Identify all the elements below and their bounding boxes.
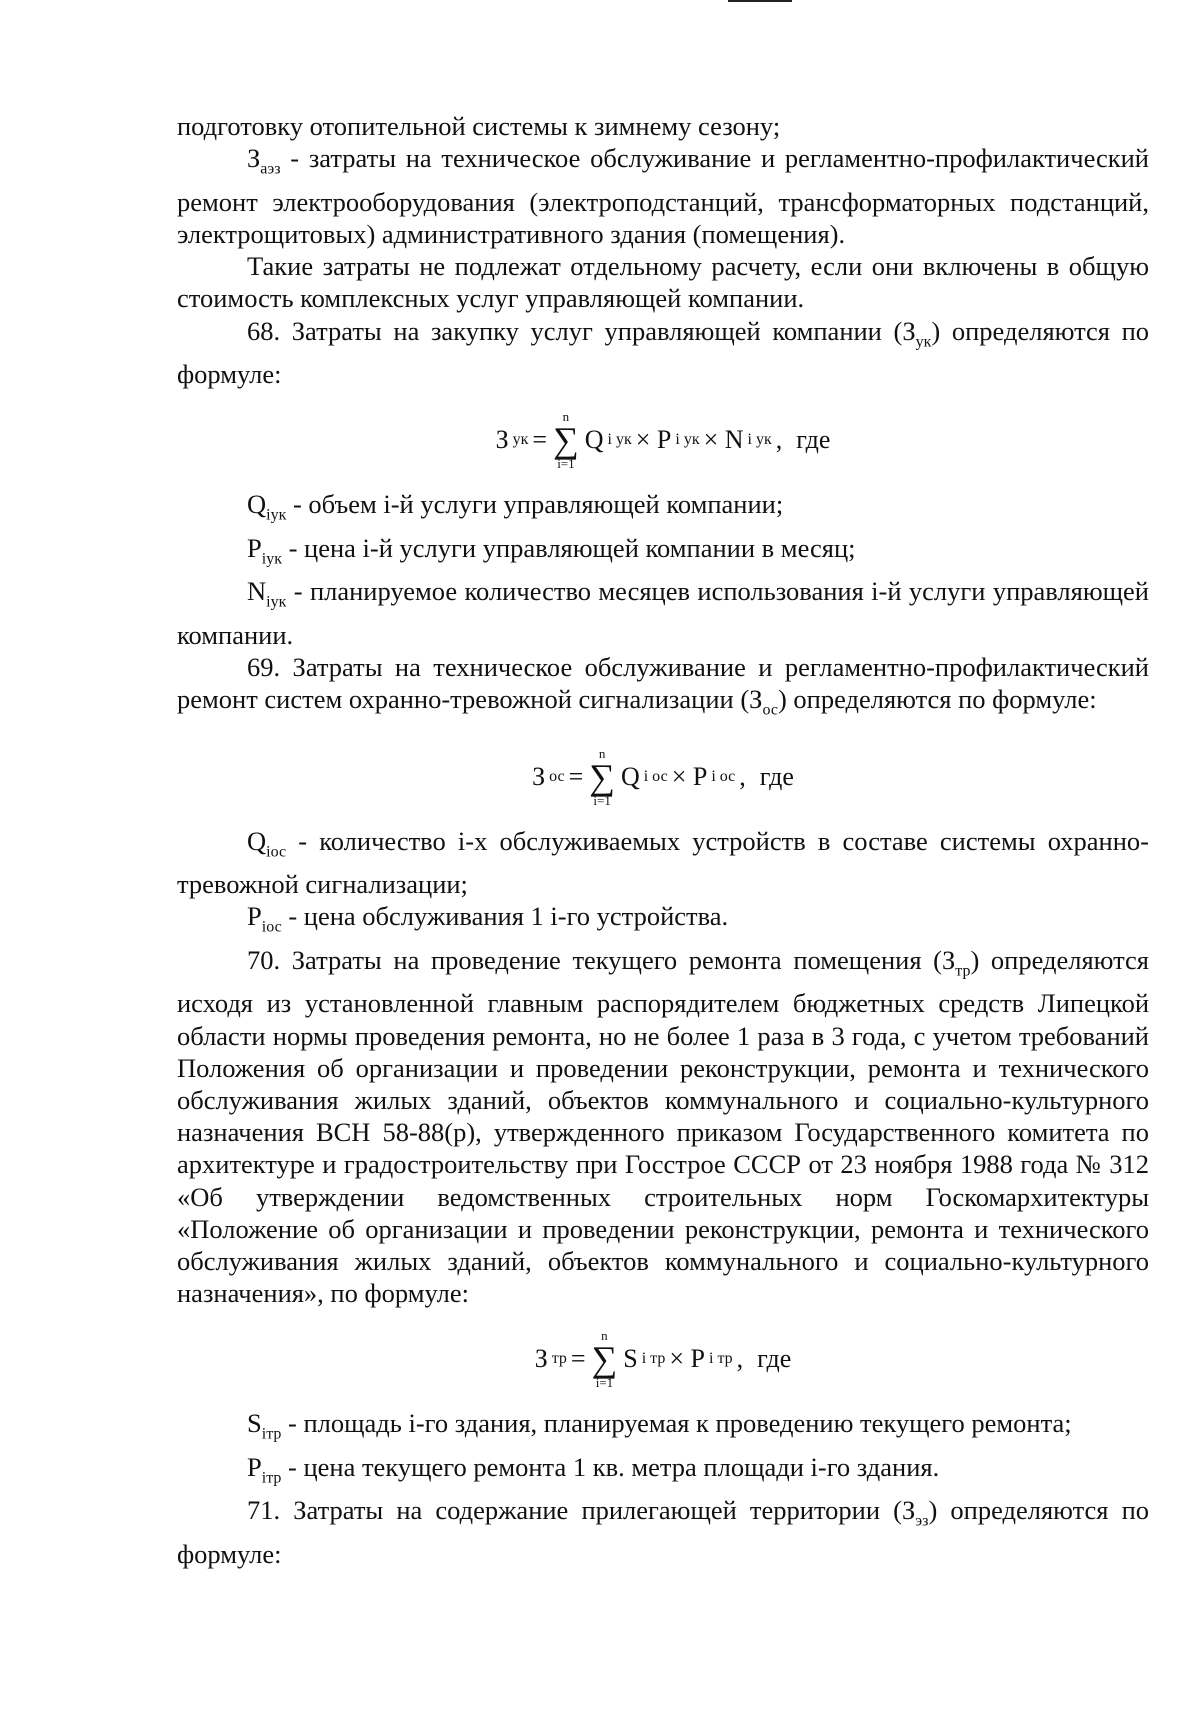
top-scan-rule: [728, 0, 792, 2]
paragraph: Такие затраты не подлежат отдельному расчету, если они включены в общую стоимость комплексных услуг управляющей компании.: [177, 251, 1149, 314]
definition: $P_{iук}$ - цена i-й услуги управляющей компании в месяц;: [247, 532, 856, 568]
definition: $Q_{iос}$ - количество i-х обслуживаемых устройств в составе системы охранно-тревожной сигнализации;: [177, 825, 1149, 900]
formula-ztr: З тр = n ∑ i=1 S i тр × P i тр , где: [534, 1328, 792, 1391]
definition: $S_{iтр}$ - площадь i-го здания, планируемая к проведению текущего ремонта;: [247, 1408, 1072, 1443]
paragraph: $З_{аэз}$ - затраты на техническое обслуживание и регламентно-профилактический ремонт электрооборудования (электроподстанций, трансформаторных подстанций, электрощитовых) административного здания (помещения).: [177, 143, 1149, 249]
definition: $Q_{iук}$ - объем i-й услуги управляющей компании;: [247, 489, 784, 524]
document-page: [177, 110, 1149, 1570]
paragraph-item-71: 71. Затраты на содержание прилегающей территории $(З_{эз})$ определяются по формуле:: [177, 1495, 1149, 1569]
formula-zuk: З ук = n ∑ i=1 Q i ук × P i ук × N i ук , где: [495, 409, 831, 472]
paragraph-item-69: 69. Затраты на техническое обслуживание и регламентно-профилактический ремонт систем охранно-тревожной сигнализации $(З_{ос})$ определяются по формуле:: [177, 651, 1149, 719]
definition: $P_{iос}$ - цена обслуживания 1 i-го устройства.: [247, 901, 729, 936]
definition: $N_{iук}$ - планируемое количество месяцев использования i-й услуги управляющей компании.: [177, 576, 1149, 650]
paragraph-item-68: 68. Затраты на закупку услуг управляющей компании $(З_{ук})$ определяются по формуле:: [177, 315, 1150, 390]
definition: $P_{iтр}$ - цена текущего ремонта 1 кв. метра площади i-го здания.: [247, 1451, 940, 1487]
paragraph-item-70: 70. Затраты на проведение текущего ремонта помещения $(З_{тр})$ определяются исходя из установленной главным распорядителем бюджетных средств Липецкой области нормы проведения ремонта, но не более 1 раза в 3 года, с учетом требований Положения об организации и проведении реконструкции, ремонта и технического обслуживания жилых зданий, объектов коммунального и социально-культурного назначения ВСН 58-88(р), утвержденного приказом Государственного комитета по архитектуре и градостроительству при Госстрое СССР от 23 ноября 1988 года № 312 «Об утверждении ведомственных строительных норм Госкомархитектуры «Положение об организации и проведении реконструкции, ремонта и технического обслуживания жилых зданий, объектов коммунального и социально-культурного назначения», по формуле:: [177, 944, 1149, 1309]
formula-zos: З ос = n ∑ i=1 Q i ос × P i ос , где: [532, 745, 794, 808]
paragraph: подготовку отопительной системы к зимнему сезону;: [177, 111, 781, 141]
